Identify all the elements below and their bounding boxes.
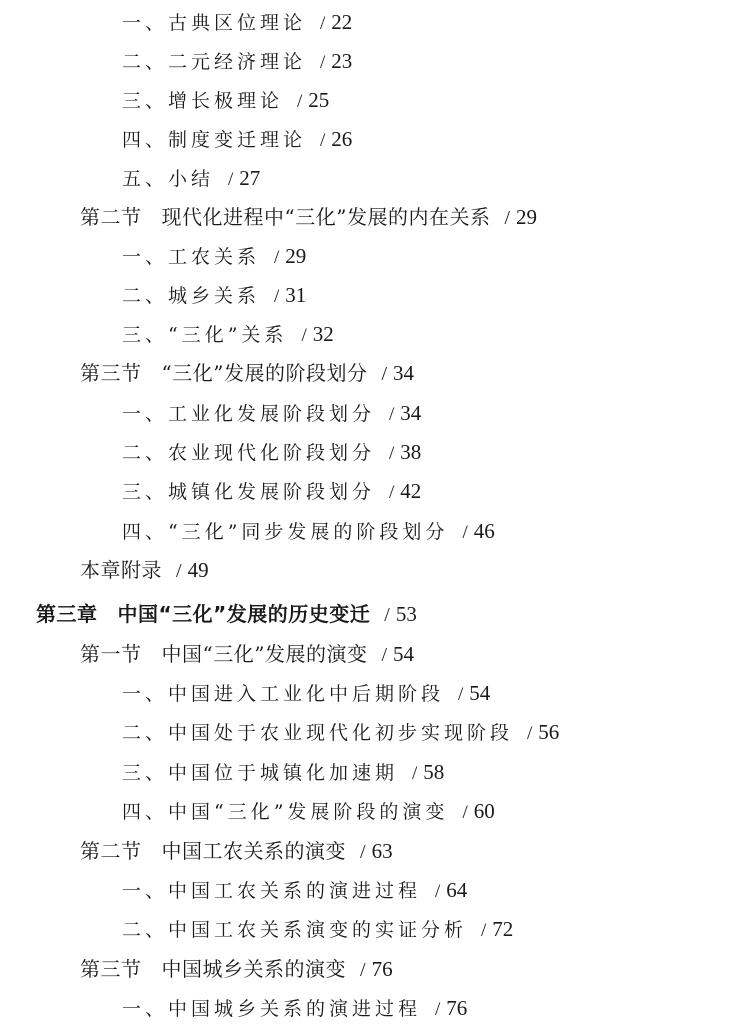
toc-entry-title: 四、制度变迁理论 (122, 129, 307, 151)
page-separator: / (412, 763, 418, 784)
page-separator: / (381, 363, 388, 385)
toc-entry-title: 二、农业现代化阶段划分 (122, 442, 376, 464)
toc-page-number: 25 (308, 88, 330, 112)
toc-entry-title: 中国“三化”发展的历史变迁 (117, 602, 371, 626)
toc-entry-label: 第三节 (80, 957, 142, 981)
toc-page-number: 49 (187, 558, 209, 582)
page-separator: / (389, 482, 395, 503)
page-separator: / (389, 404, 395, 425)
toc-page-number: 56 (538, 720, 560, 744)
toc-entry-title: 二、中国工农关系演变的实证分析 (122, 919, 468, 941)
toc-section-entry[interactable] (80, 841, 393, 862)
page-separator: / (435, 999, 441, 1020)
toc-item-entry[interactable] (122, 683, 490, 704)
toc-page-number: 76 (446, 996, 468, 1020)
toc-item-entry[interactable] (122, 285, 306, 306)
toc-page-number: 72 (492, 917, 514, 941)
toc-page-number: 54 (469, 681, 491, 705)
toc-section-entry[interactable] (80, 207, 537, 228)
page-separator: / (297, 91, 303, 112)
toc-entry-title: 一、中国城乡关系的演进过程 (122, 998, 422, 1020)
page-separator: / (462, 802, 468, 823)
toc-item-entry[interactable] (122, 880, 467, 901)
page-separator: / (274, 286, 280, 307)
page-separator: / (435, 881, 441, 902)
toc-entry-title: “三化”发展的阶段划分 (161, 361, 368, 385)
toc-item-entry[interactable] (122, 801, 495, 822)
toc-chapter-entry[interactable] (36, 604, 417, 625)
toc-entry-title: 二、二元经济理论 (122, 51, 307, 73)
toc-item-entry[interactable] (122, 722, 559, 743)
toc-page-number: 26 (331, 127, 353, 151)
toc-page-number: 63 (371, 839, 393, 863)
toc-entry-label: 第二节 (80, 839, 142, 863)
toc-item-entry[interactable] (122, 762, 444, 783)
toc-page-number: 58 (423, 760, 445, 784)
toc-appendix-entry[interactable] (80, 560, 209, 581)
toc-entry-title: 五、小结 (122, 168, 215, 190)
toc-entry-title: 三、增长极理论 (122, 90, 284, 112)
toc-entry-label: 第二节 (80, 205, 142, 229)
toc-item-entry[interactable] (122, 51, 352, 72)
toc-page-number: 46 (473, 519, 495, 543)
toc-entry-title: 二、中国处于农业现代化初步实现阶段 (122, 722, 514, 744)
page-separator: / (504, 207, 511, 229)
toc-page-number: 34 (400, 401, 422, 425)
toc-item-entry[interactable] (122, 90, 329, 111)
page-separator: / (320, 13, 326, 34)
toc-entry-title: 二、城乡关系 (122, 285, 261, 307)
toc-section-entry[interactable] (80, 644, 414, 665)
toc-page-number: 23 (331, 49, 353, 73)
toc-page-number: 76 (371, 957, 393, 981)
toc-entry-title: 一、中国工农关系的演进过程 (122, 880, 422, 902)
page-separator: / (384, 604, 390, 626)
page-separator: / (320, 130, 326, 151)
toc-entry-title: 一、中国进入工业化中后期阶段 (122, 683, 445, 705)
toc-page-number: 22 (331, 10, 353, 34)
toc-entry-title: 三、中国位于城镇化加速期 (122, 762, 399, 784)
toc-item-entry[interactable] (122, 998, 467, 1019)
page-separator: / (462, 522, 468, 543)
toc-item-entry[interactable] (122, 919, 513, 940)
toc-page-number: 64 (446, 878, 468, 902)
toc-item-entry[interactable] (122, 168, 260, 189)
toc-page-number: 53 (395, 602, 417, 626)
page-separator: / (274, 247, 280, 268)
toc-item-entry[interactable] (122, 129, 352, 150)
toc-page-number: 27 (239, 166, 261, 190)
toc-page-number: 42 (400, 479, 422, 503)
toc-entry-label: 第三章 (36, 602, 98, 626)
page-separator: / (458, 684, 464, 705)
toc-item-entry[interactable] (122, 481, 421, 502)
toc-page-number: 54 (393, 642, 415, 666)
toc-item-entry[interactable] (122, 442, 421, 463)
toc-item-entry[interactable] (122, 324, 334, 345)
page-separator: / (301, 325, 307, 346)
toc-page-number: 34 (393, 361, 415, 385)
toc-entry-title: 中国城乡关系的演变 (161, 957, 346, 981)
toc-entry-title: 本章附录 (80, 558, 162, 582)
page-separator: / (360, 959, 366, 981)
toc-item-entry[interactable] (122, 246, 306, 267)
toc-section-entry[interactable] (80, 959, 393, 980)
page-separator: / (176, 560, 182, 582)
toc-page-number: 32 (312, 322, 334, 346)
toc-page-number: 31 (285, 283, 307, 307)
page-separator: / (320, 52, 326, 73)
toc-entry-label: 第三节 (80, 361, 142, 385)
toc-entry-title: 一、工农关系 (122, 246, 261, 268)
toc-page-number: 60 (473, 799, 495, 823)
toc-entry-label: 第一节 (80, 642, 142, 666)
toc-page-number: 29 (516, 205, 538, 229)
toc-entry-title: 一、古典区位理论 (122, 12, 307, 34)
toc-item-entry[interactable] (122, 12, 352, 33)
toc-page-number: 29 (285, 244, 307, 268)
toc-entry-title: 三、“三化”关系 (122, 324, 288, 346)
toc-entry-title: 中国“三化”发展的演变 (161, 642, 368, 666)
toc-entry-title: 四、“三化”同步发展的阶段划分 (122, 521, 449, 543)
toc-section-entry[interactable] (80, 363, 414, 384)
page-separator: / (527, 723, 533, 744)
page-separator: / (481, 920, 487, 941)
toc-entry-title: 三、城镇化发展阶段划分 (122, 481, 376, 503)
page-separator: / (360, 841, 366, 863)
toc-entry-title: 一、工业化发展阶段划分 (122, 403, 376, 425)
page-separator: / (228, 169, 234, 190)
toc-item-entry[interactable] (122, 403, 421, 424)
toc-page-number: 38 (400, 440, 422, 464)
toc-entry-title: 四、中国“三化”发展阶段的演变 (122, 801, 449, 823)
toc-entry-title: 中国工农关系的演变 (161, 839, 346, 863)
page-separator: / (389, 443, 395, 464)
toc-item-entry[interactable] (122, 521, 495, 542)
page-separator: / (381, 644, 388, 666)
toc-entry-title: 现代化进程中“三化”发展的内在关系 (161, 205, 491, 229)
